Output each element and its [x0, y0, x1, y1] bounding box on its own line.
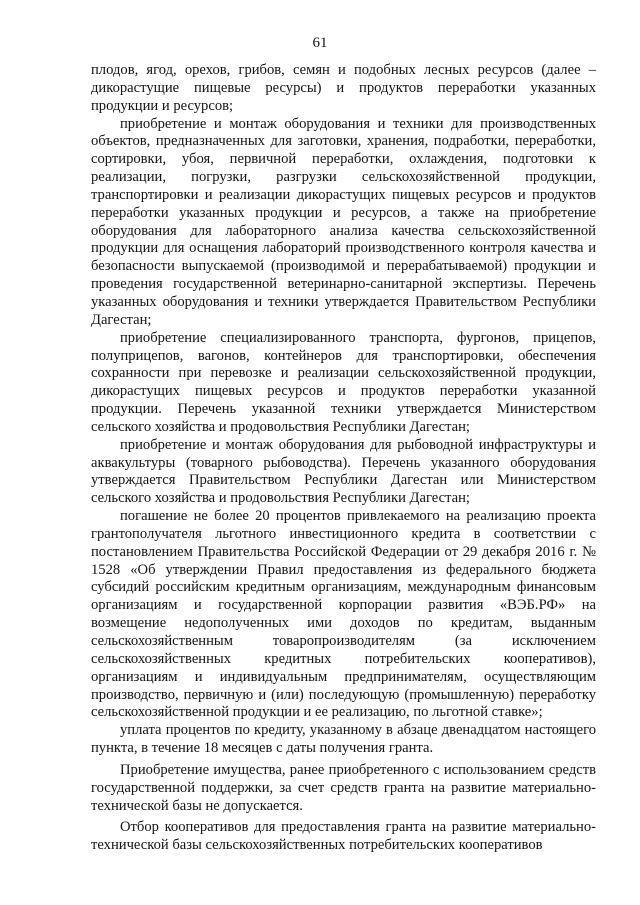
paragraph-3: приобретение специализированного транспорта, фургонов, прицепов, полуприцепов, вагонов, контейнеров для транспортировки, обеспечения сохранности при перевозке и реализации сельскохозяйственной продукции, дикорастущих пищевых ресурсов и продуктов переработки указанной продукции. Перечень указанной техники утверждается Министерством сельского хозяйства и продовольствия Республики Дагестан; [91, 329, 596, 435]
paragraph-5: погашение не более 20 процентов привлекаемого на реализацию проекта грантополучателя льготного инвестиционного кредита в соответствии с постановлением Правительства Российской Федерации от 29 декабря 2016 г. № 1528 «Об утверждении Правил предоставления из федерального бюджета субсидий российским кредитным организациям, международным финансовым организациям и государственной корпорации развития «ВЭБ.РФ» на возмещение недополученных ими доходов по кредитам, выданным сельскохозяйственным товаропроизводителям (за исключением сельскохозяйственных кредитных потребительских кооперативов), организациям и индивидуальным предпринимателям, осуществляющим производство, первичную и (или) последующую (промышленную) переработку сельскохозяйственной продукции и ее реализацию, по льготной ставке»; [91, 508, 596, 721]
document-body [91, 62, 596, 855]
paragraph-7: Приобретение имущества, ранее приобретенного с использованием средств государственной поддержки, за счет средств гранта на развитие материально-технической базы не допускается. [91, 761, 596, 814]
paragraph-8: Отбор кооперативов для предоставления гранта на развитие материально-технической базы сельскохозяйственных потребительских кооперативов [91, 819, 596, 854]
page-number: 61 [312, 35, 328, 51]
paragraph-4: приобретение и монтаж оборудования для рыбоводной инфраструктуры и аквакультуры (товарного рыбоводства). Перечень указанного оборудования утверждается Правительством Республики Дагестан или Министерством сельского хозяйства и продовольствия Республики Дагестан; [91, 436, 596, 507]
paragraph-2: приобретение и монтаж оборудования и техники для производственных объектов, предназначенных для заготовки, хранения, подработки, переработки, сортировки, убоя, первичной переработки, охлаждения, подготовки к реализации, погрузки, разгрузки сельскохозяйственной продукции, транспортировки и реализации дикорастущих пищевых ресурсов и продуктов переработки указанных продукции и ресурсов, а также на приобретение оборудования для лабораторного анализа качества сельскохозяйственной продукции для оснащения лабораторий производственного контроля качества и безопасности выпускаемой (производимой и перерабатываемой) продукции и проведения государственной ветеринарно-санитарной экспертизы. Перечень указанных оборудования и техники утверждается Правительством Республики Дагестан; [91, 115, 596, 328]
paragraph-6: уплата процентов по кредиту, указанному в абзаце двенадцатом настоящего пункта, в течение 18 месяцев с даты получения гранта. [91, 722, 596, 757]
paragraph-1: плодов, ягод, орехов, грибов, семян и подобных лесных ресурсов (далее – дикорастущие пищевые ресурсы) и продуктов переработки указанных продукции и ресурсов; [91, 62, 596, 114]
